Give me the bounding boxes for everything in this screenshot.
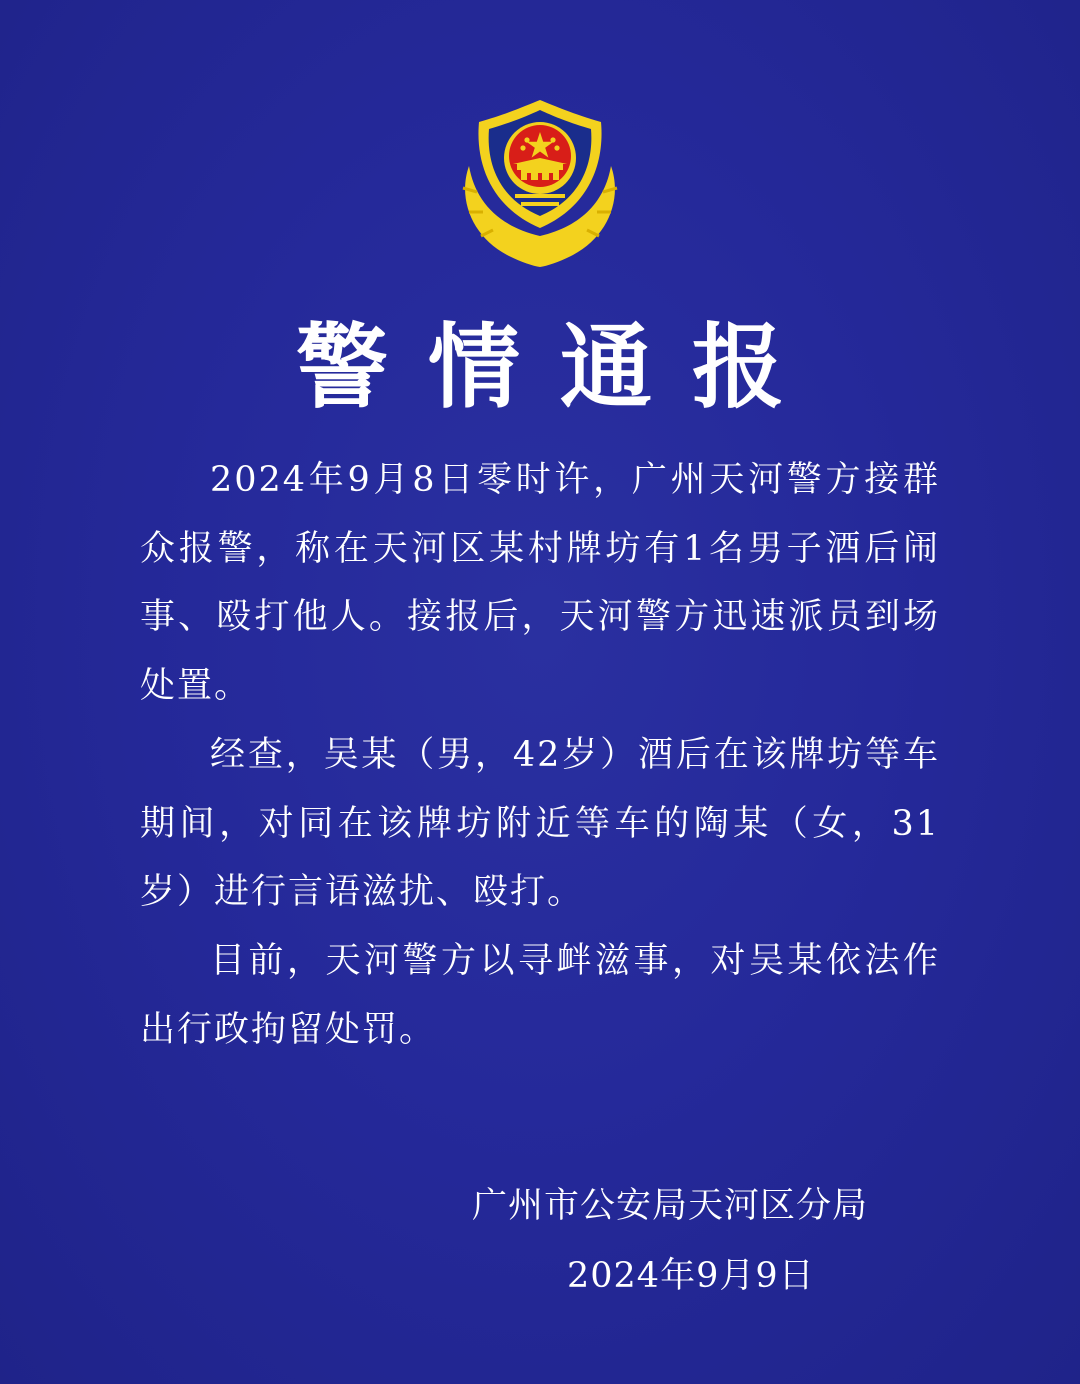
notice-body xyxy=(140,446,940,1064)
paragraph-penalty: 目前，天河警方以寻衅滋事，对吴某依法作出行政拘留处罚。 xyxy=(140,940,940,1050)
paragraph-incident: 2024年9月8日零时许，广州天河警方接群众报警，称在天河区某村牌坊有1名男子酒后闹事、殴打他人。接报后，天河警方迅速派员到场处置。 xyxy=(140,460,940,707)
issuing-organization: 广州市公安局天河区分局 xyxy=(472,1186,869,1226)
paragraph-investigation: 经查，吴某（男，42岁）酒后在该牌坊等车期间，对同在该牌坊附近等车的陶某（女，31岁）进行言语滋扰、殴打。 xyxy=(140,734,940,913)
issue-date: 2024年9月9日 xyxy=(567,1256,815,1296)
police-emblem-icon xyxy=(455,96,625,268)
notice-title: 警情通报 xyxy=(295,314,824,421)
